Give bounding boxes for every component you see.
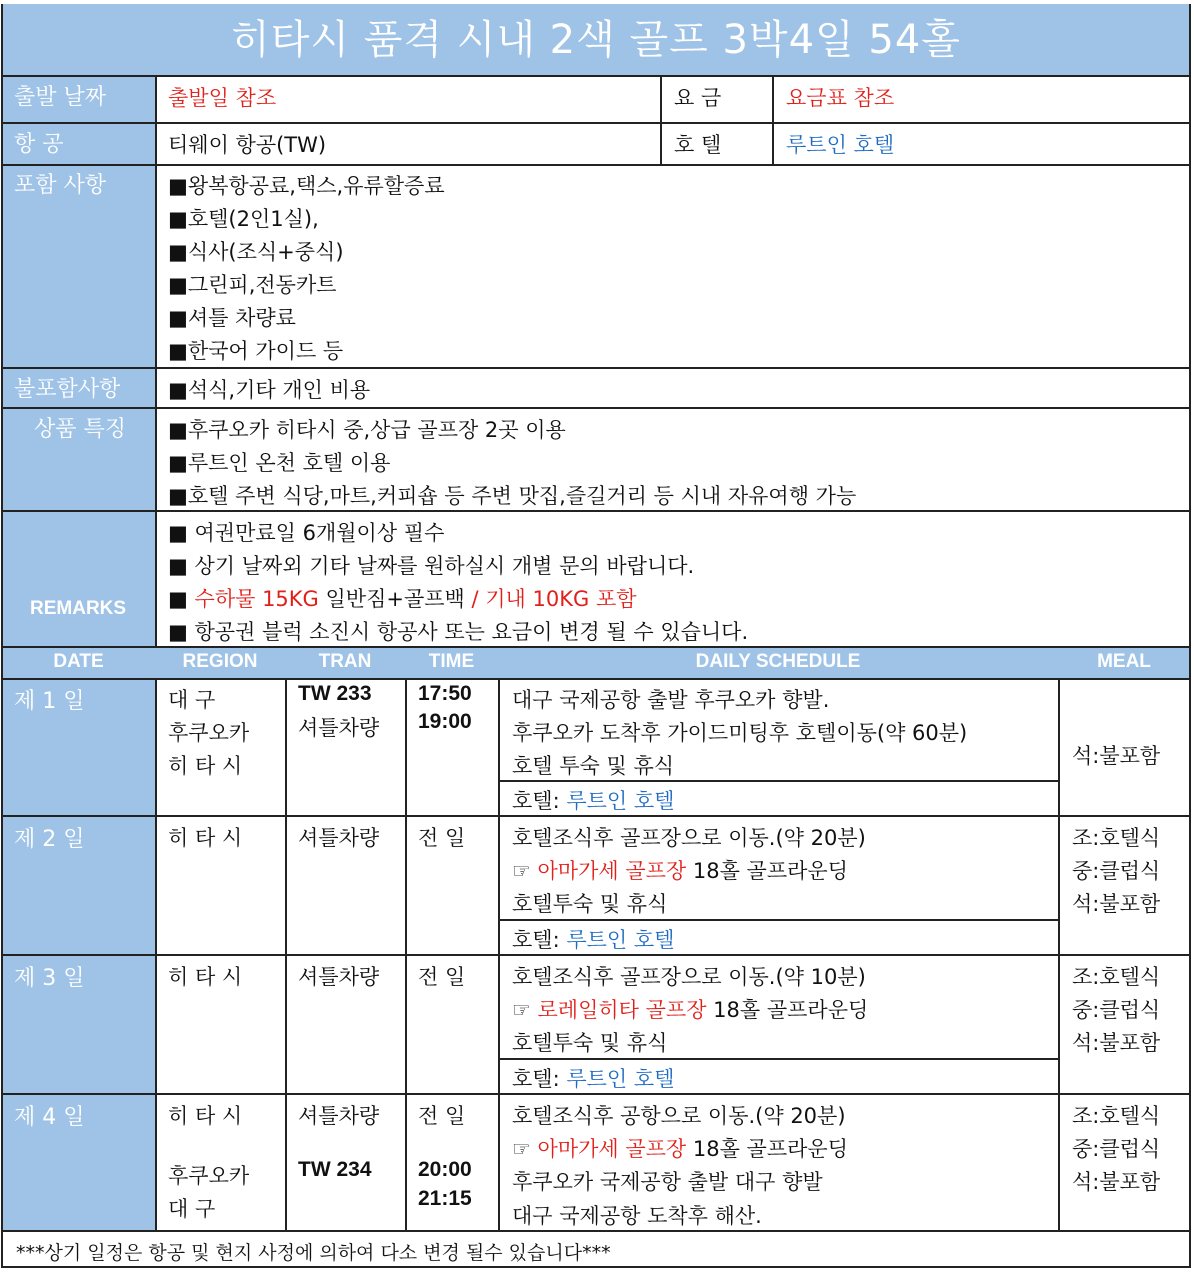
- transport: 셔틀차량: [298, 826, 380, 850]
- header-date: DATE: [53, 651, 104, 672]
- time: 19:00: [418, 710, 472, 733]
- feature-item: ■후쿠오카 히타시 중,상급 골프장 2곳 이용: [168, 418, 566, 442]
- footer-note: ***상기 일정은 항공 및 현지 사정에 의하여 다소 변경 될수 있습니다***: [16, 1242, 611, 1264]
- fee-value: 요금표 참조: [786, 86, 895, 110]
- hotel-name: 루트인 호텔: [566, 789, 675, 813]
- meal: 석:불포함: [1072, 1170, 1161, 1194]
- golf-course: 로레일히타 골프장: [537, 998, 707, 1022]
- hotel-line: [512, 1063, 674, 1093]
- remark-line: ■ 여권만료일 6개월이상 필수: [168, 521, 445, 545]
- grid-line: [1058, 678, 1060, 1230]
- remark-baggage: 수하물 15KG: [194, 587, 319, 611]
- golf-rest: 18홀 골프라운딩: [706, 998, 869, 1022]
- remarks-label: REMARKS: [30, 598, 127, 619]
- excluded-label: 불포함사항: [14, 377, 121, 402]
- hotel-prefix: 호텔:: [512, 928, 567, 952]
- region: 대 구: [168, 1197, 216, 1221]
- remark-line: ■ 상기 날짜외 기타 날짜를 원하실시 개별 문의 바랍니다.: [168, 554, 695, 578]
- meal: 조:호텔식: [1072, 965, 1161, 989]
- hotel-name: 루트인 호텔: [566, 928, 675, 952]
- schedule-line: 호텔조식후 골프장으로 이동.(약 20분): [512, 826, 866, 850]
- airline-label: 항 공: [14, 132, 64, 157]
- pointing-hand-icon: ☞: [512, 1137, 538, 1161]
- included-item: ■한국어 가이드 등: [168, 339, 344, 363]
- time: 전 일: [418, 826, 466, 850]
- grid-line: [1, 4, 3, 1268]
- schedule-line: 호텔조식후 공항으로 이동.(약 20분): [512, 1104, 846, 1128]
- grid-line: [498, 678, 500, 1230]
- hotel-name: 루트인 호텔: [566, 1067, 675, 1091]
- departure-label: 출발 날짜: [14, 85, 107, 110]
- pointing-hand-icon: ☞: [512, 859, 538, 883]
- pointing-hand-icon: ☞: [512, 998, 538, 1022]
- header-meal: MEAL: [1097, 651, 1151, 672]
- included-item: ■식사(조식+중식): [168, 240, 344, 264]
- time: 전 일: [418, 1104, 466, 1128]
- remark-bullet: ■: [168, 587, 195, 611]
- golf-rest: 18홀 골프라운딩: [686, 1137, 848, 1161]
- included-item: ■그린피,전동카트: [168, 273, 337, 297]
- day-label: 제 3 일: [14, 966, 85, 991]
- included-item: ■셔틀 차량료: [168, 306, 296, 330]
- grid-line: [2, 646, 1190, 648]
- grid-line: [2, 1266, 1190, 1268]
- transport: 셔틀차량: [298, 1104, 380, 1128]
- hotel-line: [512, 785, 674, 815]
- hotel-label: 호 텔: [674, 133, 722, 157]
- schedule-line: 호텔 투숙 및 휴식: [512, 754, 675, 778]
- golf-line: [512, 994, 868, 1024]
- grid-line: [405, 678, 407, 1230]
- included-item: ■호텔(2인1실),: [168, 207, 319, 231]
- grid-line: [2, 954, 1190, 956]
- airline-value: 티웨이 항공(TW): [168, 133, 327, 157]
- schedule-line: 호텔투숙 및 휴식: [512, 1031, 668, 1055]
- hotel-prefix: 호텔:: [512, 1067, 567, 1091]
- schedule-line: 호텔조식후 골프장으로 이동.(약 10분): [512, 965, 866, 989]
- departure-value: 출발일 참조: [168, 86, 277, 110]
- grid-line: [2, 815, 1190, 817]
- transport: 셔틀차량: [298, 965, 380, 989]
- time: 17:50: [418, 682, 472, 705]
- grid-line: [498, 1058, 1058, 1060]
- remark-line: ■ 항공권 블럭 소진시 항공사 또는 요금이 변경 될 수 있습니다.: [168, 620, 749, 644]
- grid-line: [498, 919, 1058, 921]
- golf-rest: 18홀 골프라운딩: [686, 859, 848, 883]
- grid-line: [155, 76, 157, 646]
- page-title: 히타시 품격 시내 2색 골프 3박4일 54홀: [2, 4, 1190, 76]
- grid-line: [2, 75, 1190, 77]
- transport: 셔틀차량: [298, 716, 380, 740]
- grid-line: [2, 164, 1190, 166]
- grid-line: [2, 122, 1190, 124]
- grid-line: [660, 76, 662, 164]
- transport: TW 234: [298, 1158, 372, 1181]
- grid-line: [2, 367, 1190, 369]
- schedule-line: 대구 국제공항 도착후 해산.: [512, 1204, 762, 1228]
- header-time: TIME: [428, 651, 475, 672]
- golf-course: 아마가세 골프장: [537, 1137, 687, 1161]
- included-label: 포함 사항: [14, 173, 107, 198]
- grid-line: [772, 76, 774, 164]
- day-label: 제 4 일: [14, 1105, 85, 1130]
- meal: 조:호텔식: [1072, 1104, 1161, 1128]
- grid-line: [2, 407, 1190, 409]
- region: 히 타 시: [168, 826, 243, 850]
- grid-line: [2, 678, 1190, 680]
- excluded-item: ■석식,기타 개인 비용: [168, 378, 371, 402]
- region: 후쿠오카: [168, 721, 250, 745]
- header-daily-schedule: DAILY SCHEDULE: [695, 651, 861, 672]
- hotel-value: 루트인 호텔: [786, 133, 895, 157]
- features-label: 상품 특징: [34, 417, 127, 442]
- hotel-prefix: 호텔:: [512, 789, 567, 813]
- feature-item: ■호텔 주변 식당,마트,커피숍 등 주변 맛집,즐길거리 등 시내 자유여행 가능: [168, 484, 857, 508]
- meal: 석:불포함: [1072, 1031, 1161, 1055]
- fee-label: 요 금: [674, 86, 722, 110]
- header-tran: TRAN: [318, 651, 372, 672]
- grid-line: [498, 780, 1058, 782]
- region: 대 구: [168, 688, 216, 712]
- grid-line: [2, 510, 1190, 512]
- grid-line: [285, 678, 287, 1230]
- feature-item: ■루트인 온천 호텔 이용: [168, 451, 391, 475]
- meal: 석:불포함: [1072, 892, 1161, 916]
- region: 히 타 시: [168, 965, 243, 989]
- time: 20:00: [418, 1158, 472, 1181]
- transport: TW 233: [298, 682, 372, 705]
- grid-line: [155, 678, 157, 1230]
- region: 후쿠오카: [168, 1164, 250, 1188]
- meal: 중:클럽식: [1072, 998, 1161, 1022]
- day-label: 제 2 일: [14, 827, 85, 852]
- remark-line: [168, 583, 637, 613]
- grid-line: [2, 1093, 1190, 1095]
- hotel-line: [512, 924, 674, 954]
- included-item: ■왕복항공료,택스,유류할증료: [168, 174, 445, 198]
- region: 히 타 시: [168, 1104, 243, 1128]
- grid-line: [2, 1230, 1190, 1232]
- time: 전 일: [418, 965, 466, 989]
- golf-line: [512, 855, 848, 885]
- remark-baggage-rest: 일반짐+골프백: [318, 587, 472, 611]
- header-region: REGION: [182, 651, 258, 672]
- meal: 중:클럽식: [1072, 1137, 1161, 1161]
- meal: 중:클럽식: [1072, 859, 1161, 883]
- meal: 조:호텔식: [1072, 826, 1161, 850]
- label-column: [2, 76, 155, 646]
- region: 히 타 시: [168, 754, 243, 778]
- schedule-line: 후쿠오카 도착후 가이드미팅후 호텔이동(약 60분): [512, 721, 968, 745]
- day-label: 제 1 일: [14, 689, 85, 714]
- time: 21:15: [418, 1187, 472, 1210]
- golf-line: [512, 1133, 848, 1163]
- grid-line: [1189, 4, 1191, 1268]
- schedule-line: 후쿠오카 국제공항 출발 대구 향발: [512, 1170, 823, 1194]
- golf-course: 아마가세 골프장: [537, 859, 687, 883]
- remark-cabin: / 기내 10KG 포함: [471, 587, 637, 611]
- meal: 석:불포함: [1072, 744, 1161, 768]
- schedule-line: 호텔투숙 및 휴식: [512, 892, 668, 916]
- schedule-line: 대구 국제공항 출발 후쿠오카 향발.: [512, 688, 830, 712]
